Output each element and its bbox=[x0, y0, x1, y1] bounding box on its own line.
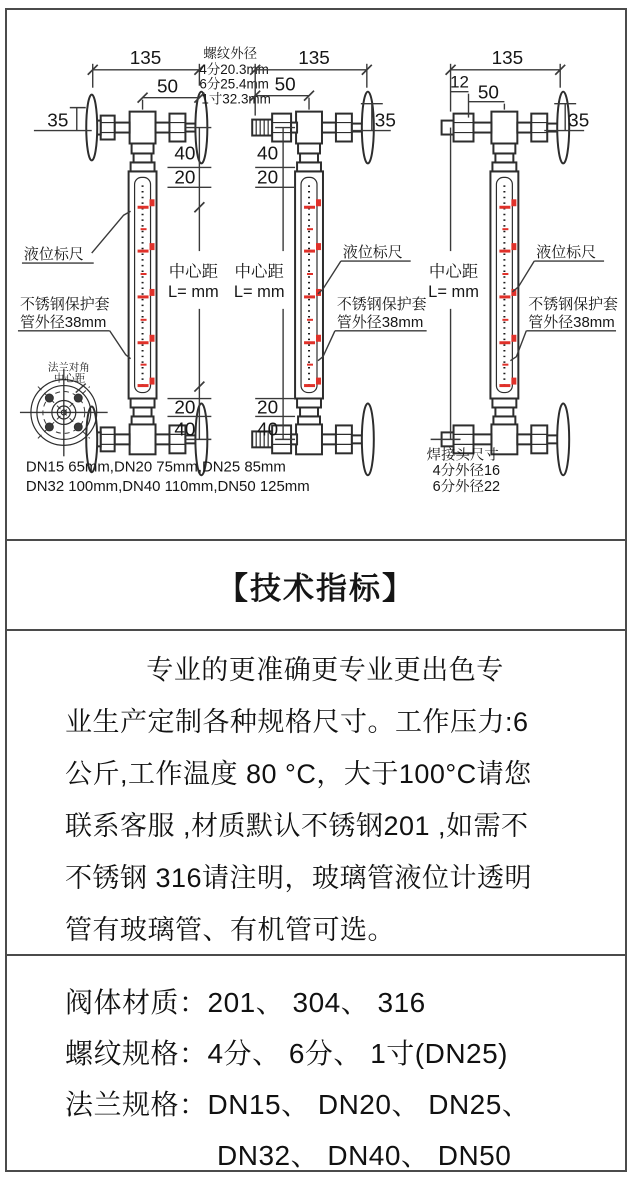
description-line: 业生产定制各种规格尺寸。工作压力:6 bbox=[65, 707, 529, 737]
dim-135: 135 bbox=[129, 47, 162, 69]
center-distance-value: L= mm bbox=[233, 282, 285, 301]
description-line: 不锈钢 316请注明，玻璃管液位计透明 bbox=[65, 863, 533, 893]
dim-50: 50 bbox=[477, 82, 499, 104]
dim-135: 135 bbox=[298, 47, 330, 69]
dim-35: 35 bbox=[47, 110, 69, 132]
page-frame bbox=[5, 8, 627, 1172]
gauge-middle bbox=[199, 45, 426, 475]
spec-valve-material: 阀体材质：201、 304、 316 bbox=[65, 987, 426, 1018]
dim-40-top: 40 bbox=[174, 143, 196, 165]
dim-20-top: 20 bbox=[174, 167, 196, 189]
scale-label: 液位标尺 bbox=[536, 244, 597, 262]
scale-label: 液位标尺 bbox=[23, 246, 84, 264]
flange-note-1: 法兰对角 bbox=[47, 362, 90, 374]
center-distance-value: L= mm bbox=[428, 282, 479, 301]
sleeve-label-1: 不锈钢保护套 bbox=[528, 295, 618, 313]
dn-note-line2: DN32 100mm,DN40 110mm,DN50 125mm bbox=[25, 478, 310, 496]
thread-note-2: 6分25.4mm bbox=[199, 76, 269, 92]
weld-note-title: 焊接头尺寸 bbox=[426, 447, 499, 464]
description-line: 管有玻璃管、有机管可选。 bbox=[65, 915, 395, 945]
thread-note-3: 1寸32.3mm bbox=[201, 91, 271, 107]
description-section bbox=[7, 629, 625, 954]
spec-thread-size: 螺纹规格：4分、 6分、 1寸(DN25) bbox=[65, 1038, 509, 1069]
center-distance-label: 中心距 bbox=[234, 262, 284, 281]
dim-50: 50 bbox=[274, 74, 296, 96]
section-title: 【技术指标】 bbox=[217, 570, 415, 606]
dim-12: 12 bbox=[450, 72, 469, 92]
sleeve-label-2: 管外径38mm bbox=[528, 313, 615, 331]
dim-20-top: 20 bbox=[257, 167, 279, 189]
center-distance-value: L= mm bbox=[168, 282, 219, 301]
spec-list-section bbox=[7, 954, 625, 1170]
description-line: 公斤,工作温度 80 °C，大于100°C请您 bbox=[65, 759, 532, 789]
center-distance-label: 中心距 bbox=[168, 262, 219, 281]
dim-35: 35 bbox=[568, 110, 590, 132]
sleeve-label-2: 管外径38mm bbox=[19, 313, 107, 331]
flange-note-2: 中心距 bbox=[53, 373, 86, 385]
dim-20-bottom: 20 bbox=[257, 397, 279, 419]
gauge-diagram bbox=[7, 10, 625, 539]
dim-35: 35 bbox=[374, 110, 396, 132]
sleeve-label-1: 不锈钢保护套 bbox=[19, 295, 110, 313]
spec-flange-size: 法兰规格：DN15、 DN20、 DN25、 bbox=[65, 1089, 531, 1120]
weld-note-1: 4分外径16 bbox=[432, 463, 501, 480]
gauge-right bbox=[427, 48, 618, 495]
dim-40-top: 40 bbox=[257, 143, 279, 165]
spec-flange-size-cont: DN32、 DN40、 DN50 bbox=[217, 1140, 512, 1171]
gauge-drawings-section bbox=[7, 10, 625, 539]
sleeve-label-2: 管外径38mm bbox=[336, 313, 424, 331]
dim-50: 50 bbox=[156, 76, 179, 98]
description-line: 专业的更准确更专业更出色专 bbox=[146, 655, 504, 685]
sleeve-label-1: 不锈钢保护套 bbox=[336, 295, 427, 313]
dim-20-bottom: 20 bbox=[174, 397, 196, 419]
center-distance-label: 中心距 bbox=[428, 262, 479, 281]
scale-label: 液位标尺 bbox=[342, 244, 403, 262]
dim-40-bottom: 40 bbox=[174, 419, 196, 441]
technical-index-section bbox=[7, 539, 625, 629]
thread-note-1: 4分20.3mm bbox=[199, 61, 269, 77]
dim-40-bottom: 40 bbox=[257, 419, 279, 441]
thread-note-title: 螺纹外径 bbox=[203, 45, 258, 61]
weld-note-2: 6分外径22 bbox=[432, 479, 501, 496]
dim-135: 135 bbox=[491, 47, 524, 69]
description-line: 联系客服 ,材质默认不锈钢201 ,如需不 bbox=[65, 811, 529, 841]
dn-note-line1: DN15 65mm,DN20 75mm,DN25 85mm bbox=[25, 458, 286, 476]
